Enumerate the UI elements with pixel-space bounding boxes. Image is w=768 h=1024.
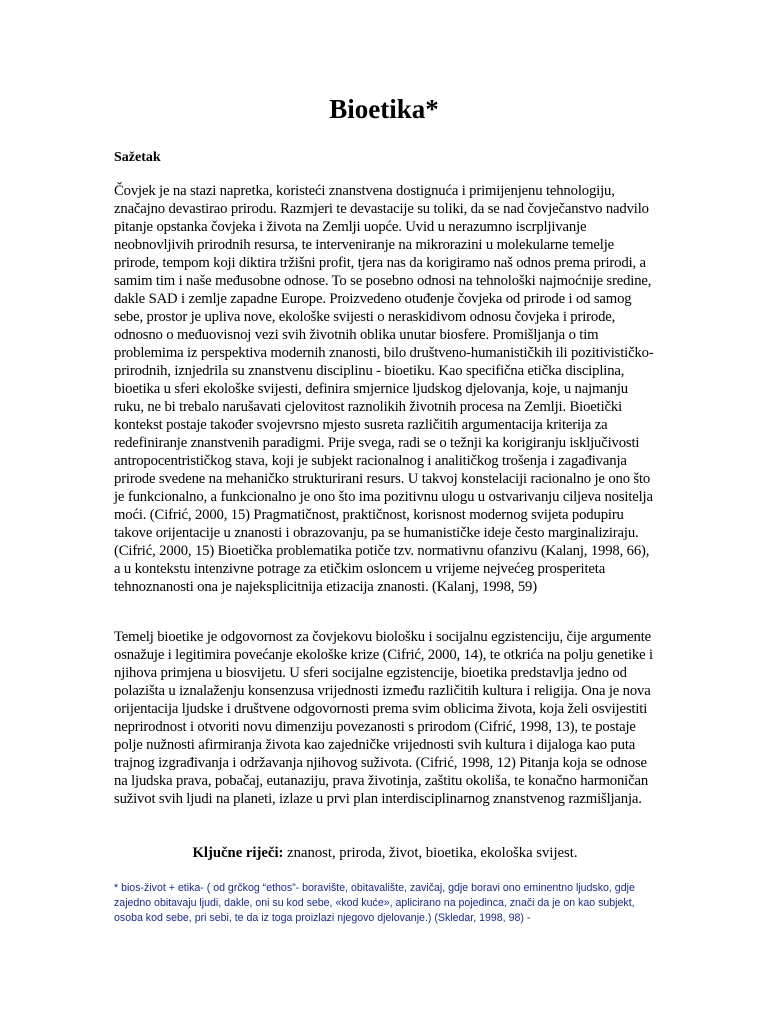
section-heading-sazetak: Sažetak xyxy=(114,150,161,165)
keywords-label: Ključne riječi: xyxy=(192,845,284,861)
abstract-paragraph-1: Čovjek je na stazi napretka, koristeći znanstvena dostignuća i primijenjenu tehnologiju, značajno devastirao prirodu. Razmjeri te devastacije su toliki, da se nad čovječanstvo nadvilo pitanje opstanka čovjeka i života na Zemlji uopće. Uvid u nerazumno iscrpljivanje neobnovljivih prirodnih resursa, te interveniranje na mikrorazini u molekularne temelje prirode, tempom koji diktira tržišni profit, tjera nas da korigiramo naš odnos prema prirodi, a samim tim i naše međusobne odnose. To se posebno odnosi na tehnološki najmoćnije sredine, dakle SAD i zemlje zapadne Europe. Proizvedeno otuđenje čovjeka od prirode i od samog sebe, prostor je upliva nove, ekološke svijesti o neraskidivom odnosu čovjeka i prirode, odnosno o međuovisnoj vezi svih životnih oblika unutar biosfere. Promišljanja o tim problemima iz perspektiva modernih znanosti, bilo društveno-humanističkih ili pozitivističko-prirodnih, iznjedrila su znanstvenu disciplinu - bioetiku. Kao specifična etička disciplina, bioetika u sferi ekološke svijesti, definira smjernice ljudskog djelovanja, koje, u najmanju ruku, ne bi trebalo narušavati cjelovitost raznolikih životnih procesa na Zemlji. Bioetički kontekst postaje također svojevrsno mjesto susreta različitih argumentacija kriterija za redefiniranje znanstvenih paradigmi. Prije svega, radi se o težnji ka korigiranju isključivosti antropocentrističkog stava, koji je subjekt racionalnog i analitičkog trošenja i zagađivanja prirode svedene na mehaničko strukturirani resurs. U takvoj konstelaciji racionalno je ono što je funkcionalno, a funkcionalno je ono što ima pozitivnu ulogu u ostvarivanju ciljeva nositelja moći. (Cifrić, 2000, 15) Pragmatičnost, praktičnost, korisnost modernog svijeta podupiru takove orijentacije u znanosti i obrazovanju, pa se humanističke ideje često marginaliziraju. (Cifrić, 2000, 15) Bioetička problematika potiče tzv. normativnu ofanzivu (Kalanj, 1998, 66), a u kontekstu intenzivne potrage za etičkim osloncem u vrijeme nejvećeg prosperiteta tehnoznanosti ona je najeksplicitnija etizacija znanosti. (Kalanj, 1998, 59) xyxy=(114,183,654,595)
keywords-text: znanost, priroda, život, bioetika, ekološka svijest. xyxy=(283,845,578,861)
document-title: Bioetika* xyxy=(329,94,439,124)
footnote: * bios-život + etika- ( od grčkog “ethos”- boravište, obitavalište, zavičaj, gdje boravi ono eminentno ljudsko, gdje zajedno obitavaju ljudi, dakle, oni su kod sebe, «kod kuće», aplicirano na pojedinca, znači da je on kao subjekt, osoba kod sebe, pri sebi, te da iz toga proizlazi njegovo djelovanje.) (Skledar, 1998, 98) - xyxy=(114,882,635,924)
abstract-paragraph-2: Temelj bioetike je odgovornost za čovjekovu biološku i socijalnu egzistenciju, čije argumente osnažuje i legitimira povećanje ekološke krize (Cifrić, 2000, 14), te otkrića na polju genetike i njihova primjena u biosvijetu. U sferi socijalne egzistencije, bioetika predstavlja jedno od polazišta u iznalaženju konsenzusa vrijednosti između različitih kultura i religija. Ona je nova orijentacija ljudske i društvene odgovornosti prema svim oblicima života, koja želi osvijestiti neprirodnost i otvoriti novu dimenziju povezanosti s prirodom (Cifrić, 1998, 13), te postaje polje nužnosti afirmiranja života kao zajedničke vrijednosti svih kultura i dijaloga kao puta trajnog izgrađivanja i održavanja njihovog suživota. (Cifrić, 1998, 12) Pitanja koja se odnose na ljudska prava, pobačaj, eutanaziju, prava životinja, zaštitu okoliša, te konačno harmoničan suživot svih ljudi na planeti, izlaze u prvi plan interdisciplinarnog znanstvenog razmišljanja. xyxy=(114,629,653,807)
keywords-line xyxy=(114,844,656,862)
